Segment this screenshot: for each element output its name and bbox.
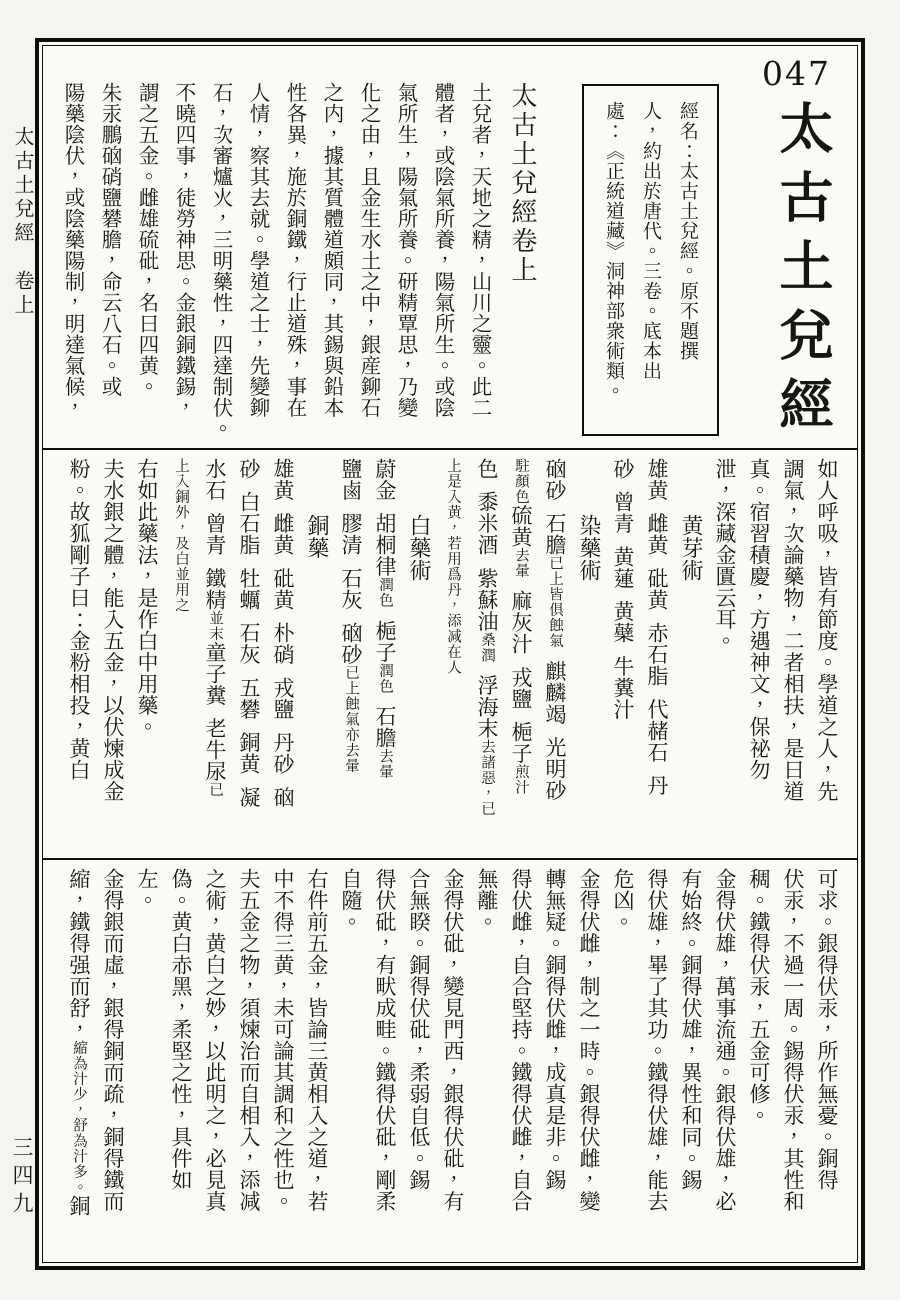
folio-number: 三四九: [10, 1136, 34, 1220]
column-text: 銅: [67, 1195, 91, 1217]
column-text: 性各異，施於銅鐵，行止道殊，事在: [283, 82, 305, 418]
text-column: [810, 868, 844, 1256]
column-text: 化之由，且金生水土之中，銀産鉚石: [357, 82, 379, 418]
column-text: 可求。銀得伏汞，所作無憂。銅得: [815, 868, 839, 1191]
section-upper: [43, 46, 857, 450]
text-column: [312, 82, 349, 444]
text-column: [572, 868, 606, 1256]
column-text: 麻灰汁 戎鹽 梔子: [509, 578, 533, 765]
column-text: 無離。: [475, 868, 499, 933]
inline-note: 駐顏色: [513, 458, 529, 505]
column-text: 人情，察其去就。學道之士，先變鉚: [246, 82, 268, 418]
column-text: 中不得三黄，未可論其調和之性也。: [271, 868, 295, 1212]
column-text: 得伏雌，自合堅持。鐵得伏雌，自合: [509, 868, 533, 1212]
annotation-box: [582, 84, 719, 436]
text-column: [470, 868, 504, 1256]
text-column: [198, 458, 232, 854]
column-text: 雄黄 雌黄 砒黄 朴硝 戎鹽 丹砂 硇: [271, 458, 295, 808]
text-column: [164, 82, 201, 444]
column-text: 鹽鹵 膠清 石灰 硇砂: [339, 458, 363, 666]
text-column: [53, 82, 90, 444]
column-text: 合無睽。銅得伏砒，柔弱自低。錫: [407, 868, 431, 1191]
text-column: [423, 82, 460, 444]
column-text: 色 黍米酒 紫蘇油: [475, 458, 499, 632]
column-text: 土兌者，天地之精，山川之靈。此二: [468, 82, 490, 418]
column-text: 童子糞 老牛尿: [203, 641, 227, 783]
text-column: [776, 868, 810, 1256]
column-text: 如人呼吸，皆有節度。學道之人，先: [815, 458, 839, 802]
text-column: [62, 458, 96, 854]
column-text: 染藥術: [577, 514, 602, 582]
inline-note: 潤色: [377, 577, 393, 609]
text-column: [402, 868, 436, 1256]
text-column: [606, 458, 640, 854]
text-column: [266, 868, 300, 1256]
text-column: [96, 458, 130, 854]
inline-note: 縮為汁少，舒為汁多。: [71, 1040, 87, 1195]
text-column: [460, 82, 497, 444]
subsection-heading: [572, 458, 606, 854]
column-text: 砂 曾青 黄蓮 黄蘗 牛糞汁: [611, 458, 635, 720]
text-column: [300, 868, 334, 1256]
inline-note: 已上皆俱蝕氣: [547, 555, 563, 649]
text-column: [266, 458, 300, 854]
column-text: 石膽: [373, 694, 397, 749]
column-text: 粉。故狐剛子曰：金粉相投，黄白: [67, 458, 91, 781]
text-column: [640, 868, 674, 1256]
column-text: 自隨。: [339, 868, 363, 933]
text-column: [538, 868, 572, 1256]
column-text: 上入銅外，及白並用之: [173, 458, 189, 613]
column-text: 金得伏砒，變見門西，銀得伏砒，有: [441, 868, 465, 1212]
subsection-heading: [300, 458, 334, 854]
text-column: [232, 458, 266, 854]
inline-note: 去暈: [377, 748, 393, 780]
subsection-heading: [674, 458, 708, 854]
column-text: 轉無疑。銅得伏雌，成真是非。錫: [543, 868, 567, 1191]
text-column: [201, 82, 238, 444]
column-text: 縮，鐵得强而舒，: [67, 868, 91, 1040]
column-text: 右件前五金，皆論三黄相入之道，若: [305, 868, 329, 1212]
inline-note: 去暈: [513, 547, 529, 579]
column-text: 朱汞鵬硇硝鹽礬膽，命云八石。或: [98, 82, 120, 397]
text-column: [275, 82, 312, 444]
column-text: 金得伏雄，萬事流通。銀得伏雄，必: [713, 868, 737, 1212]
inline-note: 煎汁: [513, 764, 529, 796]
inline-note: 已上蝕氣亦去暈: [343, 665, 359, 774]
text-column: [238, 82, 275, 444]
column-text: 硇砂 石膽: [543, 458, 567, 556]
text-column: [436, 458, 470, 854]
annotation-column: 人，約出於唐代。三卷。底本出: [640, 101, 661, 381]
column-text: 得伏砒，有畎成畦。鐵得伏砒，剛柔: [373, 868, 397, 1212]
text-column: [96, 868, 130, 1256]
text-column: [198, 868, 232, 1256]
column-text: 體者，或陰氣所養，陽氣所生。或陰: [431, 82, 453, 418]
column-text: 真。宿習積慶，方遇神文，保祕勿: [747, 458, 771, 781]
column-text: 之術，黄白之妙，以此明之，必見真: [203, 868, 227, 1212]
section-middle: [43, 450, 857, 860]
column-text: 蔚金 胡桐律: [373, 458, 397, 578]
text-column: [386, 82, 423, 444]
text-column: [334, 868, 368, 1256]
text-column: [708, 458, 742, 854]
column-text: 右如此藥法，是作白中用藥。: [135, 458, 159, 738]
column-text: 得伏雄，畢了其功。鐵得伏雄，能去: [645, 868, 669, 1212]
text-column: [742, 868, 776, 1256]
column-text: 伏汞，不過一周。錫得伏汞，其性和: [781, 868, 805, 1212]
column-text: 黄芽術: [679, 514, 704, 582]
column-text: 金得銀而虛，銀得銅而疏，銅得鐵而: [101, 868, 125, 1212]
column-text: 陽藥陰伏，或陰藥陽制，明達氣候，: [61, 82, 83, 418]
column-text: 硫黄: [509, 504, 533, 548]
text-column: [640, 458, 674, 854]
text-column: [349, 82, 386, 444]
text-column: [606, 868, 640, 1256]
column-text: 浮海末: [475, 663, 499, 740]
text-column: [436, 868, 470, 1256]
text-column: [776, 458, 810, 854]
column-text: 偽。黄白赤黑，柔堅之性，具件如: [169, 868, 193, 1191]
main-title: 太古土兌經: [772, 100, 832, 445]
column-text: 雄黄 雌黄 砒黄 赤石脂 代赭石 丹: [645, 458, 669, 797]
column-text: 太古土兌經卷上: [508, 82, 537, 285]
text-column: [232, 868, 266, 1256]
text-column: [130, 458, 164, 854]
column-text: 上是入黄，若用爲丹，添减在人: [445, 458, 461, 675]
column-text: 稠。鐵得伏汞，五金可修。: [747, 868, 771, 1126]
text-column: [334, 458, 368, 854]
column-text: 白藥術: [407, 514, 432, 582]
column-text: 左。: [135, 868, 159, 911]
outer-frame: [35, 38, 865, 1270]
annotation-column: 經名：太古土兌經。原不題撰: [677, 101, 698, 361]
text-column: [810, 458, 844, 854]
text-column: [368, 868, 402, 1256]
column-text: 夫水銀之體，能入五金，以伏煉成金: [101, 458, 125, 802]
margin-book-title: 太古土兌經 卷上: [11, 126, 33, 318]
column-text: 謂之五金。雌雄硫砒，名曰四黄。: [135, 82, 157, 397]
chapter-title-column: [497, 82, 547, 444]
inline-note: 並末: [207, 610, 223, 642]
column-text: 調氣，次論藥物，二者相扶，是曰道: [781, 458, 805, 802]
subsection-heading: [402, 458, 436, 854]
inner-frame: [42, 45, 858, 1263]
text-column: [504, 458, 538, 854]
text-column: [538, 458, 572, 854]
column-text: 泄，深藏金匱云耳。: [713, 458, 737, 652]
inline-note: 去諸惡，已: [479, 739, 495, 817]
text-column: [708, 868, 742, 1256]
column-text: 夫五金之物，須煉治而自相入，添减: [237, 868, 261, 1212]
column-text: 金得伏雌，制之一時。銀得伏雌，變: [577, 868, 601, 1212]
text-column: [62, 868, 96, 1256]
column-text: 危凶。: [611, 868, 635, 933]
annotation-column: 處：《正統道藏》洞神部衆術類。: [603, 101, 624, 401]
text-column: [164, 868, 198, 1256]
page-code: 047: [762, 54, 831, 93]
column-flow-lower: [53, 868, 844, 1256]
text-column: [127, 82, 164, 444]
column-text: 氣所生，陽氣所養。研精覃思，乃變: [394, 82, 416, 418]
inline-note: 潤色: [377, 663, 393, 694]
column-flow-middle: [53, 458, 844, 854]
text-column: [742, 458, 776, 854]
column-text: 梔子: [373, 608, 397, 663]
text-column: [164, 458, 198, 854]
column-text: 有始終。銅得伏雄，異性和同。錫: [679, 868, 703, 1191]
column-text: 砂 白石脂 牡蠣 石灰 五礬 銅黄 凝: [237, 458, 261, 808]
column-text: 麒麟竭 光明砂: [543, 648, 567, 802]
column-text: 石，次審爐火，三明藥性，四達制伏。: [209, 82, 231, 439]
text-column: [470, 458, 504, 854]
text-column: [674, 868, 708, 1256]
text-column: [90, 82, 127, 444]
inline-note: 已: [207, 782, 223, 798]
inline-note: 桑潤: [479, 632, 495, 663]
column-flow-upper: [51, 82, 547, 444]
text-column: [130, 868, 164, 1256]
text-column: [368, 458, 402, 854]
column-text: 不曉四事，徒勞神思。金銀銅鐵錫，: [172, 82, 194, 418]
text-column: [504, 868, 538, 1256]
section-lower: [43, 860, 857, 1260]
column-text: 銅藥: [305, 514, 330, 559]
column-text: 之内，據其質體道頗同，其錫與鉛本: [320, 82, 342, 418]
column-text: 水石 曾青 鐵精: [203, 458, 227, 611]
